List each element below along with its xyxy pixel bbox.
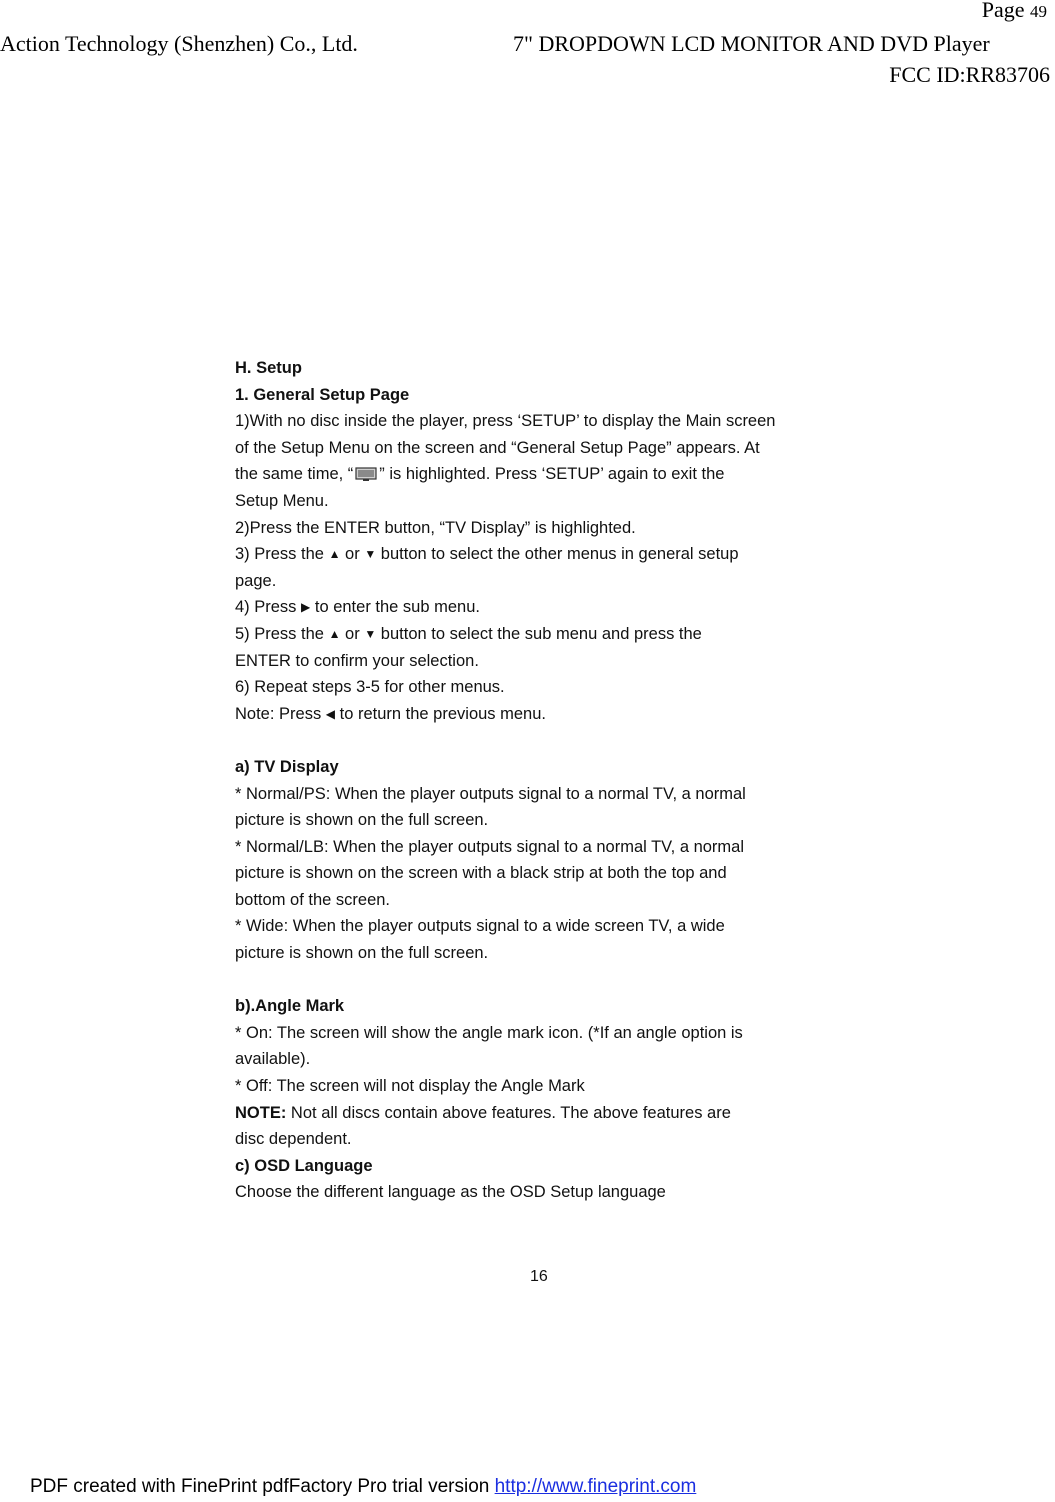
manual-page-number: 16 [530, 1268, 548, 1285]
step-5-line-1 [235, 621, 853, 648]
right-triangle-icon: ▶ [301, 600, 311, 615]
step-3-text-a: 3) Press the [235, 545, 324, 564]
step-5-line-2: ENTER to confirm your selection. [235, 651, 479, 670]
down-triangle-icon: ▼ [364, 626, 377, 641]
step-4-text-b: to enter the sub menu. [314, 598, 480, 617]
section-title: H. Setup [235, 359, 302, 377]
tv-display-title: a) TV Display [235, 757, 339, 776]
note-line [235, 701, 853, 728]
step-6: 6) Repeat steps 3-5 for other menus. [235, 678, 505, 697]
intro-line-2: of the Setup Menu on the screen and “General Setup Page” appears. At [235, 438, 760, 457]
tv-display-line-4: picture is shown on the screen with a black strip at both the top and [235, 864, 727, 883]
tv-display-line-3: * Normal/LB: When the player outputs signal to a normal TV, a normal [235, 837, 745, 856]
osd-language-line-1: Choose the different language as the OSD Setup language [235, 1183, 666, 1202]
left-triangle-icon: ◀ [325, 706, 336, 721]
tv-display-line-6: * Wide: When the player outputs signal to a wide screen TV, a wide [235, 917, 725, 936]
product-name: 7" DROPDOWN LCD MONITOR AND DVD Player [513, 31, 990, 56]
osd-language-title: c) OSD Language [235, 1156, 373, 1175]
step-5-text-c: button to select the sub menu and press the [380, 624, 702, 643]
down-triangle-icon: ▼ [364, 547, 377, 562]
step-3-line-1 [235, 541, 853, 568]
tv-display-line-5: bottom of the screen. [235, 890, 391, 909]
pdf-footer-text: PDF created with FinePrint pdfFactory Pro trial version [30, 1476, 495, 1497]
intro-line-1: 1)With no disc inside the player, press ‘SETUP’ to display the Main screen [235, 412, 776, 431]
company-name: Action Technology (Shenzhen) Co., Ltd. [0, 31, 358, 56]
page-number-header [982, 0, 1047, 25]
step-5-text-a: 5) Press the [235, 624, 324, 643]
note-text-b: to return the previous menu. [339, 704, 546, 723]
step-3-line-2: page. [235, 571, 277, 590]
fcc-id: FCC ID:RR83706 [889, 62, 1050, 87]
step-5-text-b: or [345, 624, 360, 643]
note-text: Not all discs contain above features. The above features are [286, 1103, 731, 1122]
angle-mark-note [235, 1100, 853, 1127]
intro-line-3-end: ” is highlighted. Press ‘SETUP’ again to exit the [379, 465, 725, 484]
fineprint-link[interactable]: http://www.fineprint.com [494, 1476, 697, 1497]
up-triangle-icon: ▲ [328, 626, 341, 641]
angle-mark-title: b).Angle Mark [235, 997, 345, 1016]
tv-display-line-7: picture is shown on the full screen. [235, 944, 489, 963]
intro-line-3 [235, 461, 853, 488]
manual-content [235, 355, 853, 1206]
subsection-title: 1. General Setup Page [235, 385, 410, 404]
angle-mark-line-5: disc dependent. [235, 1130, 352, 1149]
spacer [235, 727, 853, 754]
step-4-text-a: 4) Press [235, 598, 297, 617]
intro-line-4: Setup Menu. [235, 491, 329, 510]
step-4 [235, 594, 853, 621]
angle-mark-line-1: * On: The screen will show the angle mark icon. (*If an angle option is [235, 1023, 743, 1042]
page-number: 49 [1030, 2, 1047, 21]
tv-display-line-2: picture is shown on the full screen. [235, 811, 489, 830]
pdf-footer [30, 1476, 696, 1498]
page-label: Page [981, 0, 1025, 22]
note-text-a: Note: Press [235, 704, 322, 723]
angle-mark-line-3: * Off: The screen will not display the Angle Mark [235, 1077, 585, 1096]
step-3-text-c: button to select the other menus in general setup [380, 545, 739, 564]
intro-line-3-start: the same time, “ [235, 465, 354, 484]
angle-mark-line-2: available). [235, 1050, 311, 1069]
step-3-text-b: or [345, 545, 360, 564]
note-label: NOTE: [235, 1103, 287, 1122]
step-2: 2)Press the ENTER button, “TV Display” is highlighted. [235, 518, 636, 537]
spacer [235, 967, 853, 994]
tv-display-line-1: * Normal/PS: When the player outputs signal to a normal TV, a normal [235, 784, 746, 803]
tv-setup-icon [355, 463, 377, 477]
up-triangle-icon: ▲ [328, 547, 341, 562]
